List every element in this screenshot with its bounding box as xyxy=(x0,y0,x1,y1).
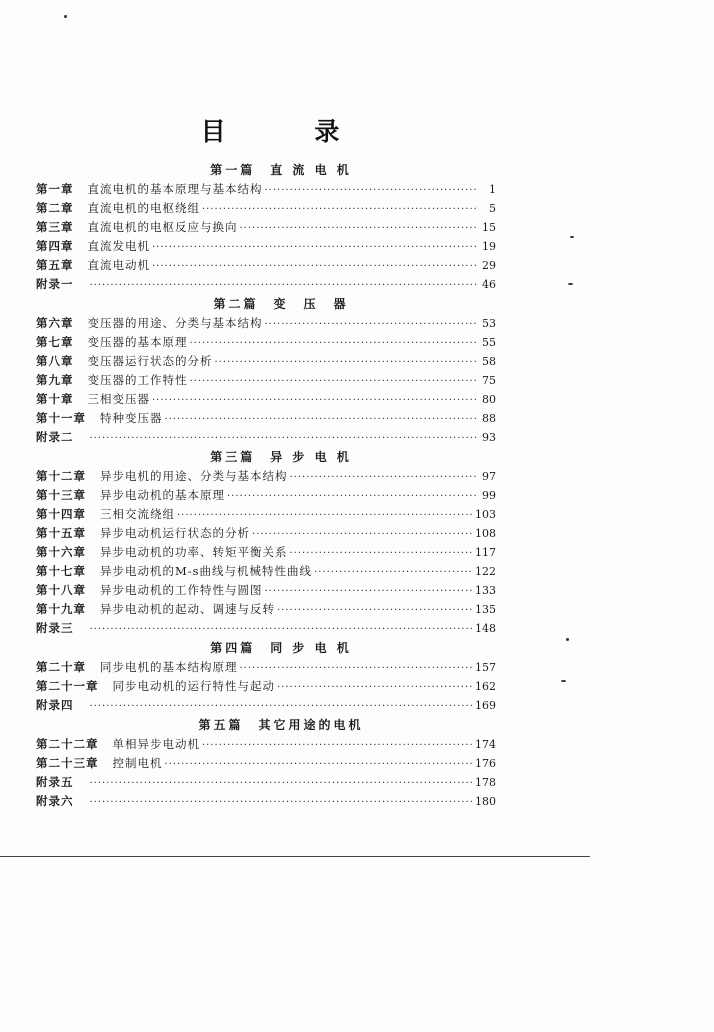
chapter-title: 异步电动机的起动、调速与反转 xyxy=(100,602,275,616)
page-number: 162 xyxy=(475,680,496,693)
toc-entry xyxy=(36,735,496,754)
dot-leader xyxy=(227,487,478,506)
page-title: 目 录 xyxy=(200,117,380,146)
dot-leader xyxy=(90,774,474,793)
chapter-number: 附录一 xyxy=(36,277,74,291)
table-of-contents xyxy=(36,160,496,811)
page-number: 29 xyxy=(482,259,496,272)
toc-entry xyxy=(36,467,496,486)
toc-entry xyxy=(36,371,496,390)
chapter-number: 第十九章 xyxy=(36,602,86,616)
chapter-number: 第二章 xyxy=(36,201,74,215)
page-number: 174 xyxy=(475,738,496,751)
chapter-title: 变压器运行状态的分析 xyxy=(87,354,213,368)
page-number: 5 xyxy=(489,202,496,215)
chapter-title: 异步电动机的工作特性与圆图 xyxy=(100,583,263,597)
toc-entry xyxy=(36,199,496,218)
chapter-title: 直流电机的电枢反应与换向 xyxy=(87,220,238,234)
chapter-number: 第十六章 xyxy=(36,545,86,559)
chapter-title: 同步电机的基本结构原理 xyxy=(100,660,238,674)
toc-entry xyxy=(36,600,496,619)
chapter-number: 第四章 xyxy=(36,239,74,253)
dot-leader xyxy=(240,659,474,678)
dot-leader xyxy=(90,276,479,295)
chapter-number: 第二十二章 xyxy=(36,737,99,751)
toc-entry xyxy=(36,180,496,199)
toc-entry xyxy=(36,275,496,294)
chapter-title: 异步电动机的功率、转矩平衡关系 xyxy=(100,545,288,559)
chapter-number: 第二十章 xyxy=(36,660,86,674)
dot-leader xyxy=(90,429,479,448)
scan-speck xyxy=(568,283,573,285)
chapter-number: 第一章 xyxy=(36,182,74,196)
chapter-number: 第十二章 xyxy=(36,469,86,483)
toc-entry xyxy=(36,754,496,773)
toc-entry xyxy=(36,486,496,505)
chapter-title: 异步电动机的基本原理 xyxy=(100,488,225,502)
toc-entry xyxy=(36,409,496,428)
chapter-title: 直流电动机 xyxy=(87,258,150,272)
chapter-number: 第二十三章 xyxy=(36,756,99,770)
dot-leader xyxy=(277,678,473,697)
page-number: 88 xyxy=(482,412,496,425)
page-number: 1 xyxy=(489,183,496,196)
scan-speck xyxy=(570,236,574,238)
chapter-number: 第八章 xyxy=(36,354,74,368)
toc-entry xyxy=(36,562,496,581)
chapter-number: 第十七章 xyxy=(36,564,86,578)
scan-speck xyxy=(566,638,569,641)
dot-leader xyxy=(90,697,474,716)
dot-leader xyxy=(202,736,473,755)
page-number: 55 xyxy=(482,336,496,349)
chapter-title: 变压器的用途、分类与基本结构 xyxy=(87,316,263,330)
dot-leader xyxy=(215,353,479,372)
dot-leader xyxy=(152,391,478,410)
toc-entry xyxy=(36,333,496,352)
page-number: 97 xyxy=(482,470,496,483)
dot-leader xyxy=(265,582,474,601)
part-heading: 第一篇 直 流 电 机 xyxy=(210,163,352,177)
dot-leader xyxy=(252,525,473,544)
chapter-title: 直流电机的基本原理与基本结构 xyxy=(87,182,263,196)
toc-entry xyxy=(36,677,496,696)
chapter-number: 第十三章 xyxy=(36,488,86,502)
page-number: 176 xyxy=(475,757,496,770)
dot-leader xyxy=(90,620,474,639)
page-number: 15 xyxy=(482,221,496,234)
bottom-rule xyxy=(0,856,590,857)
page-number: 58 xyxy=(482,355,496,368)
chapter-number: 第十章 xyxy=(36,392,74,406)
page-number: 108 xyxy=(475,527,496,540)
toc-entry xyxy=(36,773,496,792)
page-number: 148 xyxy=(475,622,496,635)
page-number: 53 xyxy=(482,317,496,330)
page-number: 122 xyxy=(475,565,496,578)
page-number: 46 xyxy=(482,278,496,291)
toc-entry xyxy=(36,581,496,600)
chapter-number: 第六章 xyxy=(36,316,74,330)
dot-leader xyxy=(177,506,473,525)
chapter-title: 控制电机 xyxy=(112,756,163,770)
page-number: 117 xyxy=(475,546,496,559)
chapter-number: 第九章 xyxy=(36,373,74,387)
toc-entry xyxy=(36,658,496,677)
dot-leader xyxy=(314,563,473,582)
chapter-number: 附录六 xyxy=(36,794,74,808)
toc-entry xyxy=(36,218,496,237)
dot-leader xyxy=(190,334,479,353)
chapter-title: 变压器的工作特性 xyxy=(87,373,188,387)
part-heading: 第二篇 变 压 器 xyxy=(213,297,349,311)
dot-leader xyxy=(277,601,473,620)
page-number: 169 xyxy=(475,699,496,712)
page-number: 103 xyxy=(475,508,496,521)
dot-leader xyxy=(265,315,479,334)
page-number: 75 xyxy=(482,374,496,387)
chapter-number: 第十八章 xyxy=(36,583,86,597)
scan-speck xyxy=(64,15,67,18)
toc-entry xyxy=(36,505,496,524)
chapter-number: 第十四章 xyxy=(36,507,86,521)
toc-entry xyxy=(36,390,496,409)
page-number: 93 xyxy=(482,431,496,444)
dot-leader xyxy=(165,410,479,429)
part-heading: 第三篇 异 步 电 机 xyxy=(210,450,352,464)
chapter-title: 单相异步电动机 xyxy=(112,737,200,751)
toc-entry xyxy=(36,256,496,275)
page-number: 180 xyxy=(475,795,496,808)
chapter-title: 特种变压器 xyxy=(100,411,163,425)
chapter-number: 附录二 xyxy=(36,430,74,444)
part-heading: 第四篇 同 步 电 机 xyxy=(210,641,352,655)
toc-entry xyxy=(36,237,496,256)
toc-entry xyxy=(36,792,496,811)
dot-leader xyxy=(240,219,479,238)
page-number: 80 xyxy=(482,393,496,406)
dot-leader xyxy=(290,468,479,487)
dot-leader xyxy=(290,544,474,563)
chapter-number: 第十五章 xyxy=(36,526,86,540)
page-number: 135 xyxy=(475,603,496,616)
page-number: 133 xyxy=(475,584,496,597)
page-number: 178 xyxy=(475,776,496,789)
chapter-number: 第三章 xyxy=(36,220,74,234)
toc-entry xyxy=(36,619,496,638)
chapter-number: 第十一章 xyxy=(36,411,86,425)
chapter-title: 同步电动机的运行特性与起动 xyxy=(112,679,275,693)
toc-entry xyxy=(36,543,496,562)
dot-leader xyxy=(152,257,478,276)
dot-leader xyxy=(202,200,478,219)
dot-leader xyxy=(265,181,479,200)
dot-leader xyxy=(152,238,478,257)
chapter-number: 第七章 xyxy=(36,335,74,349)
chapter-number: 第二十一章 xyxy=(36,679,99,693)
page-number: 99 xyxy=(482,489,496,502)
chapter-number: 附录三 xyxy=(36,621,74,635)
chapter-title: 变压器的基本原理 xyxy=(87,335,188,349)
chapter-title: 三相变压器 xyxy=(87,392,150,406)
dot-leader xyxy=(190,372,479,391)
chapter-title: 异步电动机运行状态的分析 xyxy=(100,526,250,540)
toc-entry xyxy=(36,524,496,543)
scan-speck xyxy=(561,680,566,682)
toc-entry xyxy=(36,428,496,447)
chapter-title: 直流发电机 xyxy=(87,239,150,253)
toc-entry xyxy=(36,314,496,333)
toc-entry xyxy=(36,352,496,371)
part-heading: 第五篇 其它用途的电机 xyxy=(198,718,364,732)
page-number: 157 xyxy=(475,661,496,674)
chapter-number: 第五章 xyxy=(36,258,74,272)
toc-entry xyxy=(36,696,496,715)
chapter-title: 异步电机的用途、分类与基本结构 xyxy=(100,469,288,483)
dot-leader xyxy=(165,755,474,774)
chapter-title: 三相交流绕组 xyxy=(100,507,175,521)
page-number: 19 xyxy=(482,240,496,253)
chapter-title: 异步电动机的M-s曲线与机械特性曲线 xyxy=(100,564,313,578)
dot-leader xyxy=(90,793,474,812)
chapter-number: 附录四 xyxy=(36,698,74,712)
chapter-title: 直流电机的电枢绕组 xyxy=(87,201,200,215)
chapter-number: 附录五 xyxy=(36,775,74,789)
